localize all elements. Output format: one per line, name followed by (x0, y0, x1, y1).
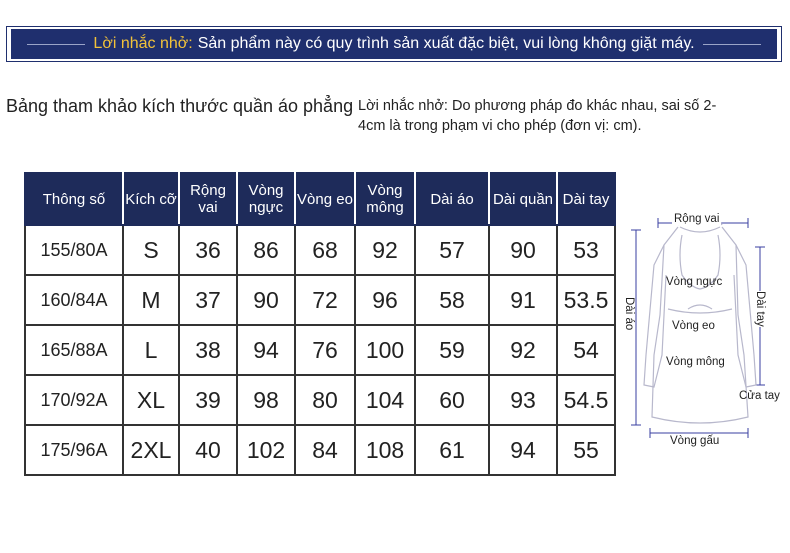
header-pants-length: Dài quần (489, 173, 557, 225)
garment-diagram (620, 205, 788, 455)
cell-waist: 80 (295, 375, 355, 425)
header-waist: Vòng eo (295, 173, 355, 225)
cell-pants-length: 92 (489, 325, 557, 375)
table-row (25, 275, 615, 325)
header-shoulder: Rộng vai (179, 173, 237, 225)
cell-waist: 76 (295, 325, 355, 375)
size-table (24, 172, 616, 476)
cell-hip: 92 (355, 225, 415, 275)
cell-spec: 165/88A (25, 325, 123, 375)
cell-waist: 72 (295, 275, 355, 325)
cell-sleeve: 55 (557, 425, 615, 475)
cell-chest: 98 (237, 375, 295, 425)
cell-pants-length: 94 (489, 425, 557, 475)
label-shoulder: Rộng vai (674, 213, 720, 225)
header-hip: Vòng mông (355, 173, 415, 225)
header-sleeve: Dài tay (557, 173, 615, 225)
cell-waist: 84 (295, 425, 355, 475)
cell-size: XL (123, 375, 179, 425)
table-row (25, 325, 615, 375)
label-hip: Vòng mông (666, 356, 725, 368)
label-chest: Vòng ngực (666, 276, 723, 288)
cell-pants-length: 91 (489, 275, 557, 325)
label-hem: Vòng gấu (670, 435, 720, 447)
cell-shoulder: 39 (179, 375, 237, 425)
cell-size: M (123, 275, 179, 325)
label-waist: Vòng eo (672, 320, 715, 332)
cell-shoulder: 37 (179, 275, 237, 325)
cell-sleeve: 54.5 (557, 375, 615, 425)
label-cuff: Cửa tay (739, 390, 780, 402)
table-row (25, 225, 615, 275)
cell-spec: 160/84A (25, 275, 123, 325)
table-row (25, 425, 615, 475)
header-spec: Thông số (25, 173, 123, 225)
banner-text: Sản phẩm này có quy trình sản xuất đặc biệt, vui lòng không giặt máy. (197, 35, 695, 52)
cell-shoulder: 38 (179, 325, 237, 375)
cell-spec: 170/92A (25, 375, 123, 425)
cell-sleeve: 53 (557, 225, 615, 275)
cell-length: 59 (415, 325, 489, 375)
cell-size: L (123, 325, 179, 375)
banner-left-line (27, 44, 85, 45)
cell-hip: 104 (355, 375, 415, 425)
size-chart-heading: Bảng tham khảo kích thước quần áo phẳng (6, 96, 354, 116)
cell-hip: 96 (355, 275, 415, 325)
cell-shoulder: 36 (179, 225, 237, 275)
header-length: Dài áo (415, 173, 489, 225)
cell-hip: 100 (355, 325, 415, 375)
label-length: Dài áo (623, 297, 635, 331)
cell-size: 2XL (123, 425, 179, 475)
cell-spec: 155/80A (25, 225, 123, 275)
cell-chest: 90 (237, 275, 295, 325)
table-header-row (25, 173, 615, 225)
cell-length: 58 (415, 275, 489, 325)
measurement-note: Lời nhắc nhở: Do phương pháp đo khác nhau, sai số 2-4cm là trong phạm vi cho phép (đơn vị: cm). (358, 98, 717, 134)
banner-label: Lời nhắc nhở: (93, 35, 193, 52)
cell-size: S (123, 225, 179, 275)
banner-right-line (703, 44, 761, 45)
cell-length: 60 (415, 375, 489, 425)
cell-sleeve: 53.5 (557, 275, 615, 325)
cell-chest: 94 (237, 325, 295, 375)
cell-spec: 175/96A (25, 425, 123, 475)
cell-shoulder: 40 (179, 425, 237, 475)
label-sleeve: Dài tay (754, 291, 766, 327)
cell-hip: 108 (355, 425, 415, 475)
cell-length: 57 (415, 225, 489, 275)
cell-chest: 86 (237, 225, 295, 275)
cell-sleeve: 54 (557, 325, 615, 375)
header-size: Kích cỡ (123, 173, 179, 225)
cell-waist: 68 (295, 225, 355, 275)
cell-chest: 102 (237, 425, 295, 475)
cell-length: 61 (415, 425, 489, 475)
cell-pants-length: 93 (489, 375, 557, 425)
header-chest: Vòng ngực (237, 173, 295, 225)
table-row (25, 375, 615, 425)
cell-pants-length: 90 (489, 225, 557, 275)
reminder-banner (11, 29, 777, 59)
